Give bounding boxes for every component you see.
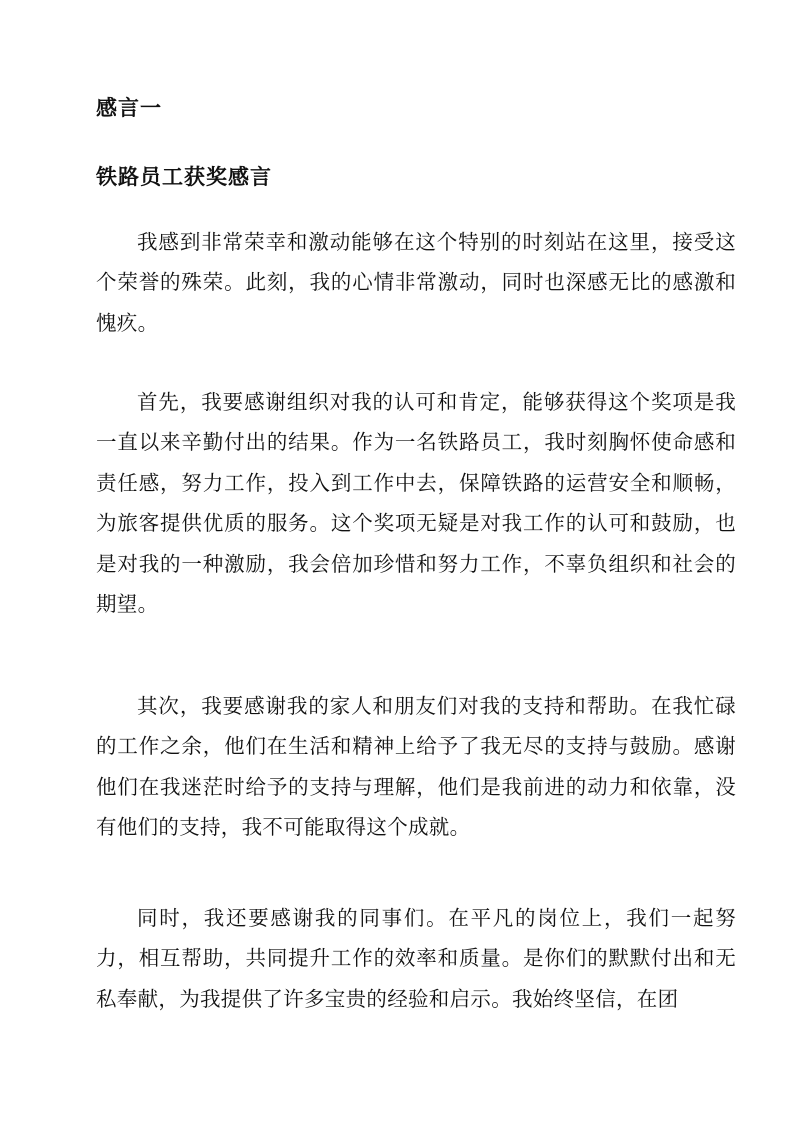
section-title: 感言一 <box>96 95 162 120</box>
paragraph-4: 同时，我还要感谢我的同事们。在平凡的岗位上，我们一起努力，相互帮助，共同提升工作的效率和质量。是你们的默默付出和无私奉献，为我提供了许多宝贵的经验和启示。我始终坚信，在团 <box>96 906 736 1011</box>
paragraph-2: 首先，我要感谢组织对我的认可和肯定，能够获得这个奖项是我一直以来辛勤付出的结果。作为一名铁路员工，我时刻胸怀使命感和责任感，努力工作，投入到工作中去，保障铁路的运营安全和顺畅，为旅客提供优质的服务。这个奖项无疑是对我工作的认可和鼓励，也是对我的一种激励，我会倍加珍惜和努力工作，不辜负组织和社会的期望。 <box>96 390 736 617</box>
article-title: 铁路员工获奖感言 <box>96 164 272 189</box>
paragraph-1: 我感到非常荣幸和激动能够在这个特别的时刻站在这里，接受这个荣誉的殊荣。此刻，我的心情非常激动，同时也深感无比的感激和愧疚。 <box>96 230 736 335</box>
paragraph-3: 其次，我要感谢我的家人和朋友们对我的支持和帮助。在我忙碌的工作之余，他们在生活和精神上给予了我无尽的支持与鼓励。感谢他们在我迷茫时给予的支持与理解，他们是我前进的动力和依靠，没有他们的支持，我不可能取得这个成就。 <box>96 694 736 840</box>
